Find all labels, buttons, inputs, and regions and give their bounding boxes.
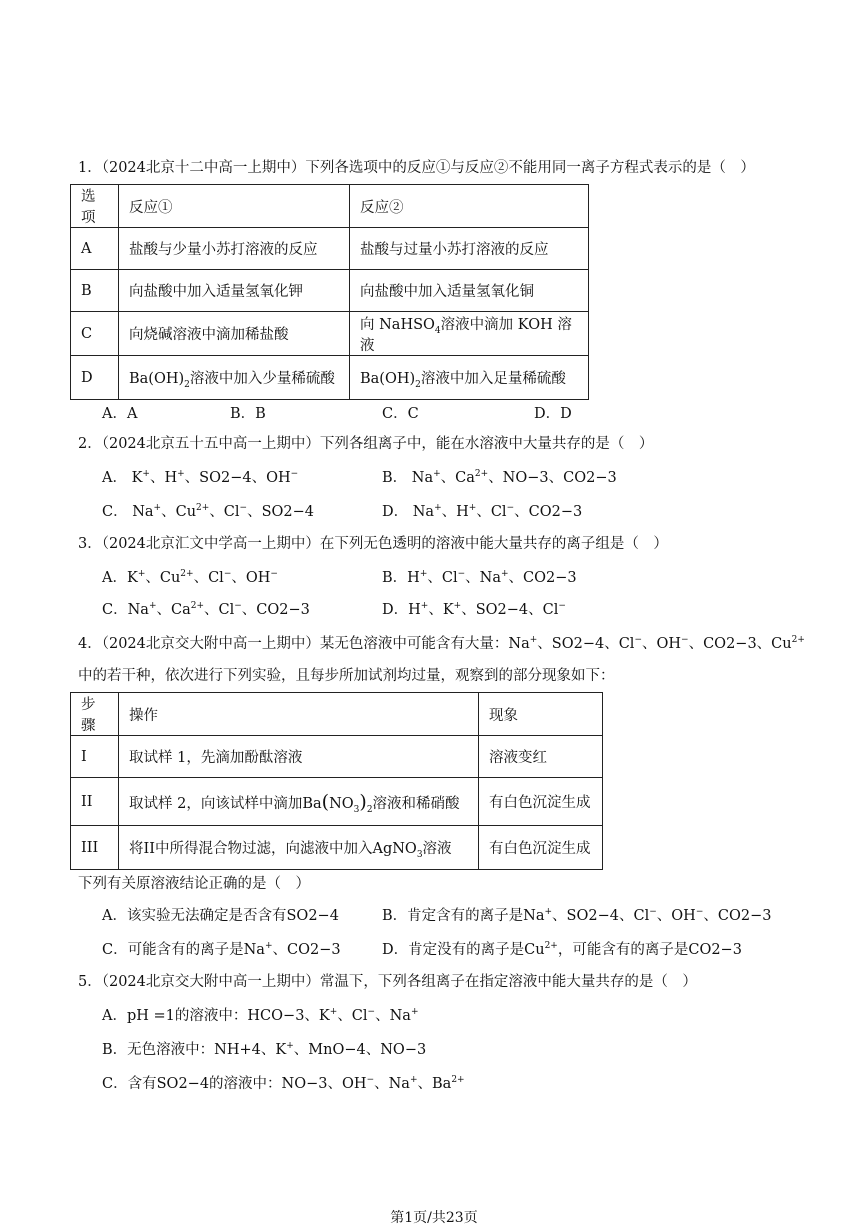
q1-opt-a: A [71,228,119,270]
q1-choice-d[interactable]: D．D [534,406,572,422]
q5-choice-b[interactable]: B．无色溶液中：NH+4、K+、MnO−4、NO−3 [102,1041,427,1058]
q4-op-2-pre: 取试样 2，向该试样中滴加 [129,795,303,812]
q4-obs-3: 有白色沉淀生成 [479,826,603,870]
q4-question: 下列有关原溶液结论正确的是（ ） [78,876,310,892]
q3-choice-b[interactable]: B．H+、Cl−、Na+、CO2−3 [382,569,577,586]
q4-step-2: II [71,778,119,826]
table-row [71,356,589,400]
q4-header-step: 步骤 [71,693,119,736]
q3-choice-d[interactable]: D．H+、K+、SO2−4、Cl− [382,601,566,618]
q4-stem-text: 4．（2024北京交大附中高一上期中）某无色溶液中可能含有大量： [78,636,509,652]
q4-d-text2: ，可能含有的离子是 [557,942,689,958]
q3-choice-a[interactable]: A．K+、$Cu^{2+}$、Cl−、OH− [102,569,278,586]
q5-choice-c[interactable]: C．含有SO2−4的溶液中：NO−3、OH−、Na+、$Ba^{2+}$ [102,1075,465,1092]
q4-op-3-post: 溶液 [422,841,452,857]
q5-a-text: A．pH =1的溶液中： [102,1008,248,1024]
q5-b-text: B．无色溶液中： [102,1042,215,1058]
q1-choice-b[interactable]: B．B [230,406,266,422]
q1-d-r2-post: 溶液中加入足量稀硫酸 [420,371,566,387]
q3-stem: 3．（2024北京汇文中学高一上期中）在下列无色透明的溶液中能大量共存的离子组是（ ） [78,536,668,552]
q4-op-1: 取试样 1，先滴加酚酞溶液 [119,736,479,778]
q1-header-option: 选项 [71,185,119,228]
q4-op-2: 取试样 2，向该试样中滴加$Ba(NO_3)_2$溶液和稀硝酸 [119,778,479,826]
table-row [71,228,589,270]
q2-choice-c[interactable]: C． Na+、$Cu^{2+}$、Cl−、SO2−4 [102,503,315,520]
q1-d-r1-pre: Ba(OH) [129,371,185,387]
page-footer: 第1页/共23页 [390,1210,478,1226]
q4-choice-a[interactable]: A．该实验无法确定是否含有SO2−4 [102,908,339,924]
q4-choice-d[interactable]: D．肯定没有的离子是$Cu^{2+}$，可能含有的离子是CO2−3 [382,941,742,958]
q5-c-text2: 的溶液中： [209,1076,282,1092]
q4-stem-line2: 中的若干种，依次进行下列实验，且每步所加试剂均过量，观察到的部分现象如下： [78,668,615,684]
q5-c-text1: C．含有 [102,1076,157,1092]
q4-step-1: I [71,736,119,778]
q3-choice-c[interactable]: C．Na+、$Ca^{2+}$、Cl−、CO2−3 [102,601,310,618]
q2-stem: 2．（2024北京五十五中高一上期中）下列各组离子中，能在水溶液中大量共存的是（ ） [78,436,654,452]
q1-header-r1: 反应① [119,185,350,228]
q4-header-op: 操作 [119,693,479,736]
q4-op-3: 将II中所得混合物过滤，向滤液中加入AgNO$_3$溶液 [119,826,479,870]
q4-op-3-pre: 将II中所得混合物过滤，向滤液中加入 [129,841,373,857]
table-row [71,312,589,356]
q4-c-text: C．可能含有的离子是 [102,942,244,958]
table-row [71,826,603,870]
q4-step-3: III [71,826,119,870]
q5-stem: 5．（2024北京交大附中高一上期中）常温下，下列各组离子在指定溶液中能大量共存的是（ ） [78,974,697,990]
q1-d-r2-pre: Ba(OH) [360,371,416,387]
q5-choice-a[interactable]: A．pH =1的溶液中：HCO−3、K+、Cl−、Na+ [102,1007,419,1024]
q1-a-r1: 盐酸与少量小苏打溶液的反应 [119,228,350,270]
q1-opt-b: B [71,270,119,312]
q4-a-text: A．该实验无法确定是否含有 [102,908,287,924]
q2-choice-b[interactable]: B． Na+、$Ca^{2+}$、NO−3、CO2−3 [382,469,617,486]
q1-b-r1: 向盐酸中加入适量氢氧化钾 [119,270,350,312]
q1-a-r2: 盐酸与过量小苏打溶液的反应 [350,228,589,270]
q1-d-r1-sub: 2 [184,379,190,390]
q4-obs-1: 溶液变红 [479,736,603,778]
table-row [71,270,589,312]
q1-c-r1: 向烧碱溶液中滴加稀盐酸 [119,312,350,356]
table-row [71,736,603,778]
q1-b-r2: 向盐酸中加入适量氢氧化铜 [350,270,589,312]
q4-choice-c[interactable]: C．可能含有的离子是Na+、CO2−3 [102,941,341,958]
q4-choice-b[interactable]: B．肯定含有的离子是Na+、SO2−4、Cl−、OH−、CO2−3 [382,907,772,924]
q2-choice-d[interactable]: D． Na+、H+、Cl−、CO2−3 [382,503,583,520]
q4-b-text: B．肯定含有的离子是 [382,908,524,924]
q1-c-r2-sub: 4 [434,325,441,336]
q1-header-r2: 反应② [350,185,589,228]
q1-d-r1 [119,356,350,400]
q1-d-r2 [350,356,589,400]
q1-c-r2-pre: 向 NaHSO [360,316,435,333]
q4-obs-2: 有白色沉淀生成 [479,778,603,826]
q2-choice-a[interactable]: A． K+、H+、SO2−4、OH− [102,469,299,486]
q1-stem: 1．（2024北京十二中高一上期中）下列各选项中的反应①与反应②不能用同一离子方程式表示的是（ ） [78,160,755,176]
q4-op-2-post: 溶液和稀硝酸 [372,795,460,812]
q1-c-r2-post: 溶液中滴加 KOH 溶液 [360,316,572,354]
q1-d-r1-post: 溶液中加入少量稀硫酸 [189,371,335,387]
q4-header-obs: 现象 [479,693,603,736]
q4-stem-line1: 4．（2024北京交大附中高一上期中）某无色溶液中可能含有大量：Na+、SO2−4、Cl−、OH−、CO2−3、$Cu^{2+}$ [78,635,805,652]
q1-table [70,184,589,400]
q4-table [70,692,603,870]
q1-choice-a[interactable]: A．A [102,406,138,422]
table-row [71,778,603,826]
q4-d-text1: D．肯定没有的离子是 [382,942,525,958]
q1-choice-c[interactable]: C．C [382,406,419,422]
q1-c-r2 [350,312,589,356]
q1-opt-c: C [71,312,119,356]
q1-d-r2-sub: 2 [415,379,421,390]
q1-opt-d: D [71,356,119,400]
